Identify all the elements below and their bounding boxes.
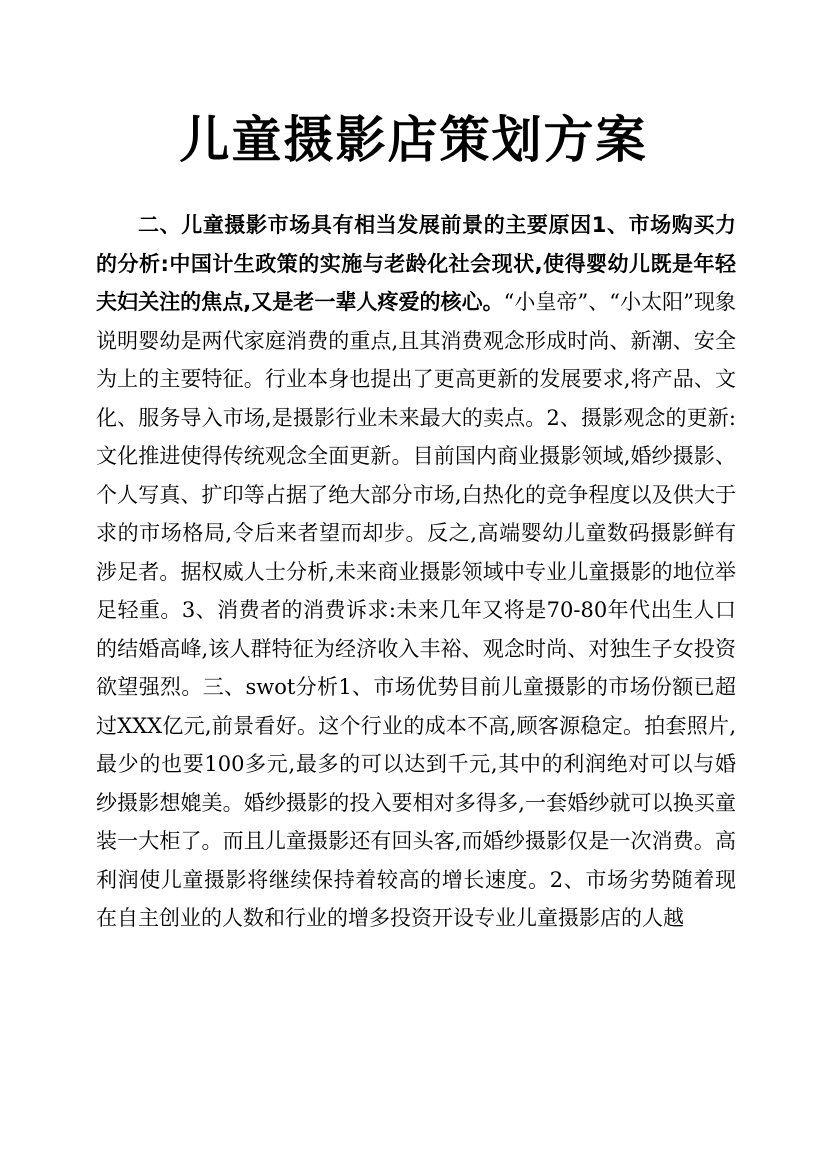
- body-text-run: “小皇帝”、“小太阳”现象说明婴幼是两代家庭消费的重点,且其消费观念形成时尚、新潮、安全为上的主要特征。行业本身也提出了更高更新的发展要求,将产品、文化、服务导入市场,是摄影行业未来最大的卖点。2、摄影观念的更新:文化推进使得传统观念全面更新。目前国内商业摄影领域,婚纱摄影、个人写真、扩印等占据了绝大部分市场,白热化的竞争程度以及供大于求的市场格局,令后来者望而却步。反之,高端婴幼儿童数码摄影鲜有涉足者。据权威人士分析,未来商业摄影领域中专业儿童摄影的地位举足轻重。3、消费者的消费诉求:未来几年又将是70-80年代出生人口的结婚高峰,该人群特征为经济收入丰裕、观念时尚、对独生子女投资欲望强烈。三、swot分析1、市场优势目前儿童摄影的市场份额已超过XXX亿元,前景看好。这个行业的成本不高,顾客源稳定。拍套照片,最少的也要100多元,最多的可以达到千元,其中的利润绝对可以与婚纱摄影想媲美。婚纱摄影的投入要相对多得多,一套婚纱就可以换买童装一大柜了。而且儿童摄影还有回头客,而婚纱摄影仅是一次消费。高利润使儿童摄影将继续保持着较高的增长速度。2、市场劣势随着现在自主创业的人数和行业的增多投资开设专业儿童摄影店的人越: [96, 290, 736, 930]
- document-title: 儿童摄影店策划方案: [179, 111, 648, 169]
- body-paragraph: [96, 206, 736, 938]
- bold-lead-text: 二、儿童摄影市场具有相当发展前景的主要原因1、市场购买力的分析:中国计生政策的实施与老龄化社会现状,使得婴幼儿既是年轻夫妇关注的焦点,又是老一辈人疼爱的核心。: [96, 213, 736, 314]
